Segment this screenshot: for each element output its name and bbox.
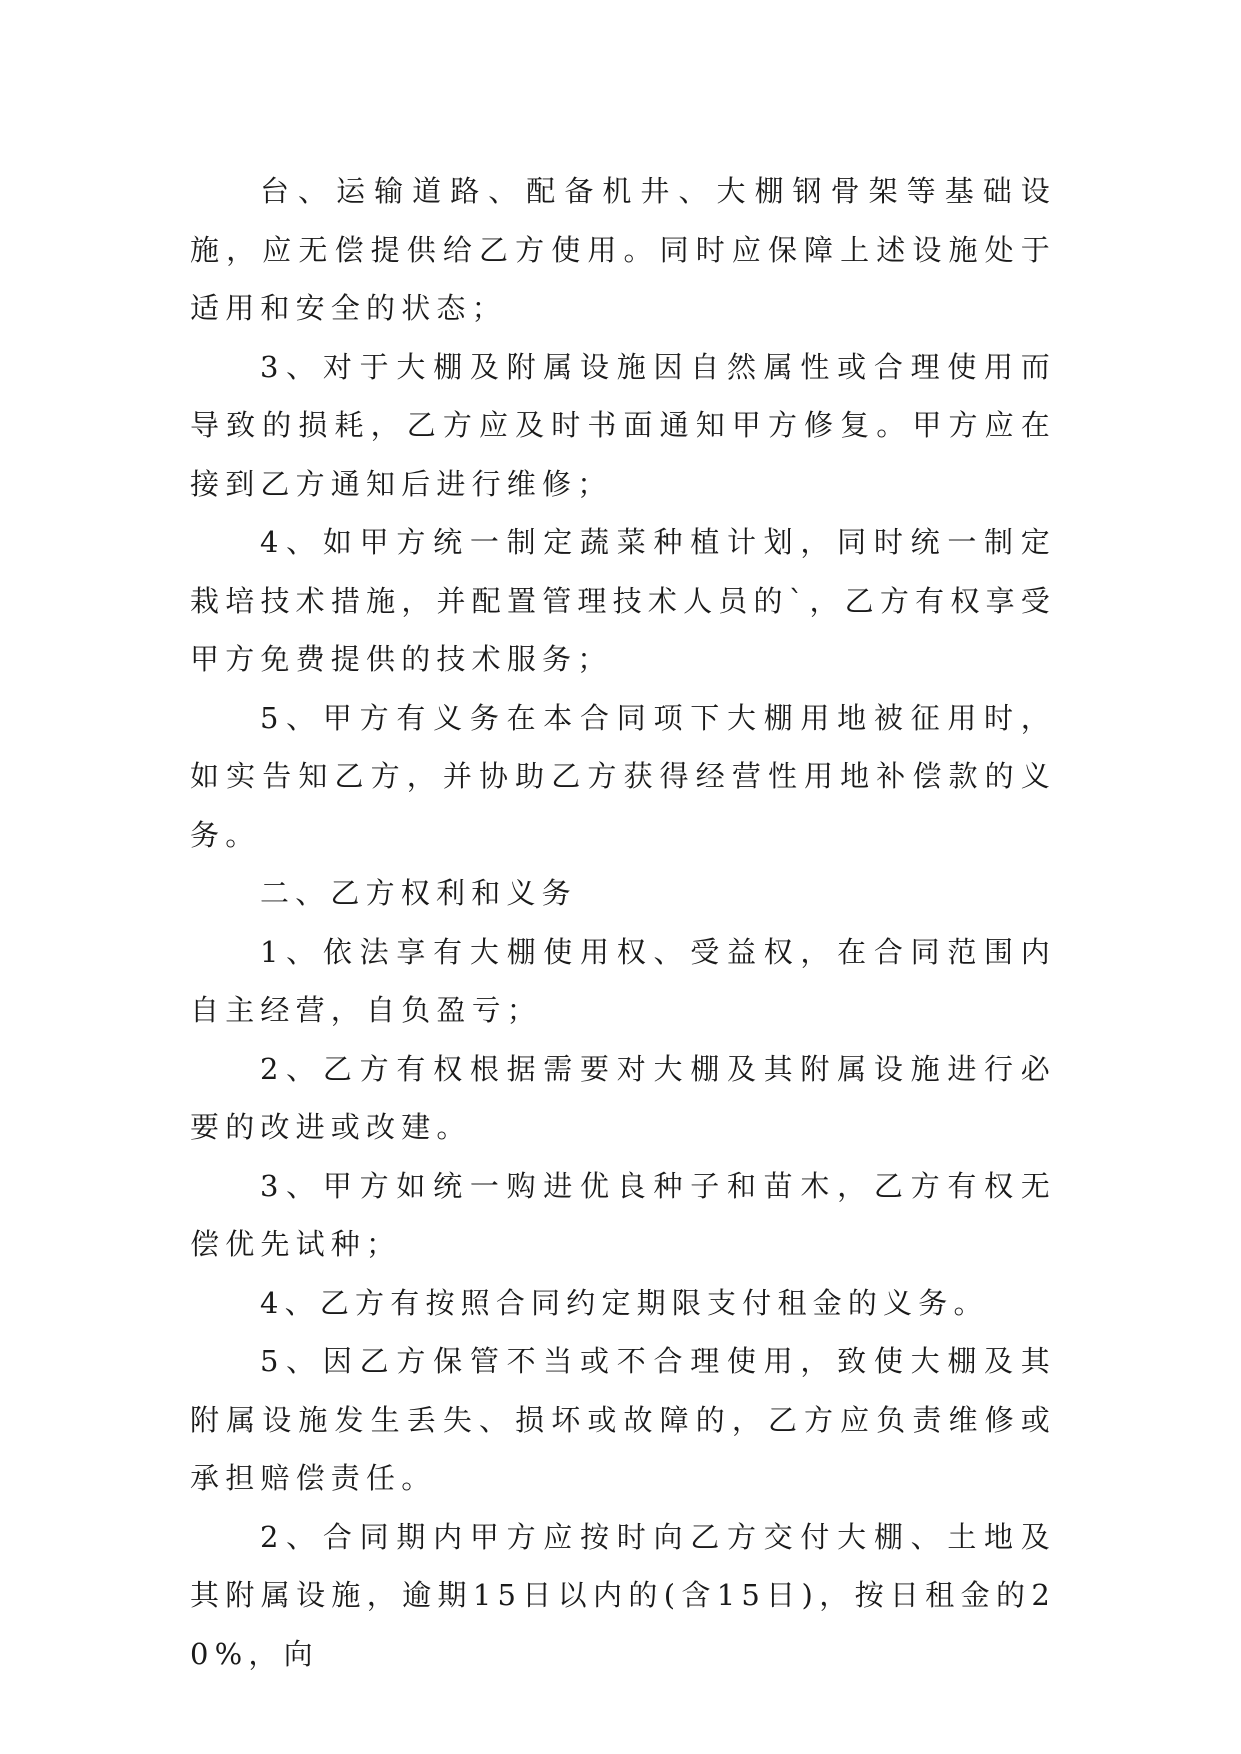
paragraph-item-5-land-requisition: 5、甲方有义务在本合同项下大棚用地被征用时，如实告知乙方，并协助乙方获得经营性用地补偿款的义务。 bbox=[190, 700, 1056, 852]
paragraph-item-3-repair: 3、对于大棚及附属设施因自然属性或合理使用而导致的损耗，乙方应及时书面通知甲方修复。甲方应在接到乙方通知后进行维修； bbox=[190, 349, 1056, 501]
paragraph-b-item-2: 2、乙方有权根据需要对大棚及其附属设施进行必要的改进或改建。 bbox=[190, 1051, 1056, 1144]
paragraph-b-item-1: 1、依法享有大棚使用权、受益权，在合同范围内自主经营，自负盈亏； bbox=[190, 934, 1056, 1027]
paragraph-facilities: 台、运输道路、配备机井、大棚钢骨架等基础设施，应无偿提供给乙方使用。同时应保障上述设施处于适用和安全的状态； bbox=[190, 174, 1056, 325]
paragraph-delivery-delay: 2、合同期内甲方应按时向乙方交付大棚、土地及其附属设施，逾期15日以内的(含15日)，按日租金的20%，向 bbox=[190, 1519, 1056, 1671]
document-body bbox=[190, 162, 1056, 1683]
paragraph-b-item-3: 3、甲方如统一购进优良种子和苗木，乙方有权无偿优先试种； bbox=[190, 1168, 1056, 1261]
section-heading-party-b-rights: 二、乙方权利和义务 bbox=[260, 876, 577, 910]
paragraph-b-item-5: 5、因乙方保管不当或不合理使用，致使大棚及其附属设施发生丢失、损坏或故障的，乙方应负责维修或承担赔偿责任。 bbox=[190, 1344, 1056, 1495]
paragraph-item-4-technical-service: 4、如甲方统一制定蔬菜种植计划，同时统一制定栽培技术措施，并配置管理技术人员的`，乙方有权享受甲方免费提供的技术服务； bbox=[190, 525, 1056, 676]
paragraph-b-item-4: 4、乙方有按照合同约定期限支付租金的义务。 bbox=[260, 1285, 989, 1320]
